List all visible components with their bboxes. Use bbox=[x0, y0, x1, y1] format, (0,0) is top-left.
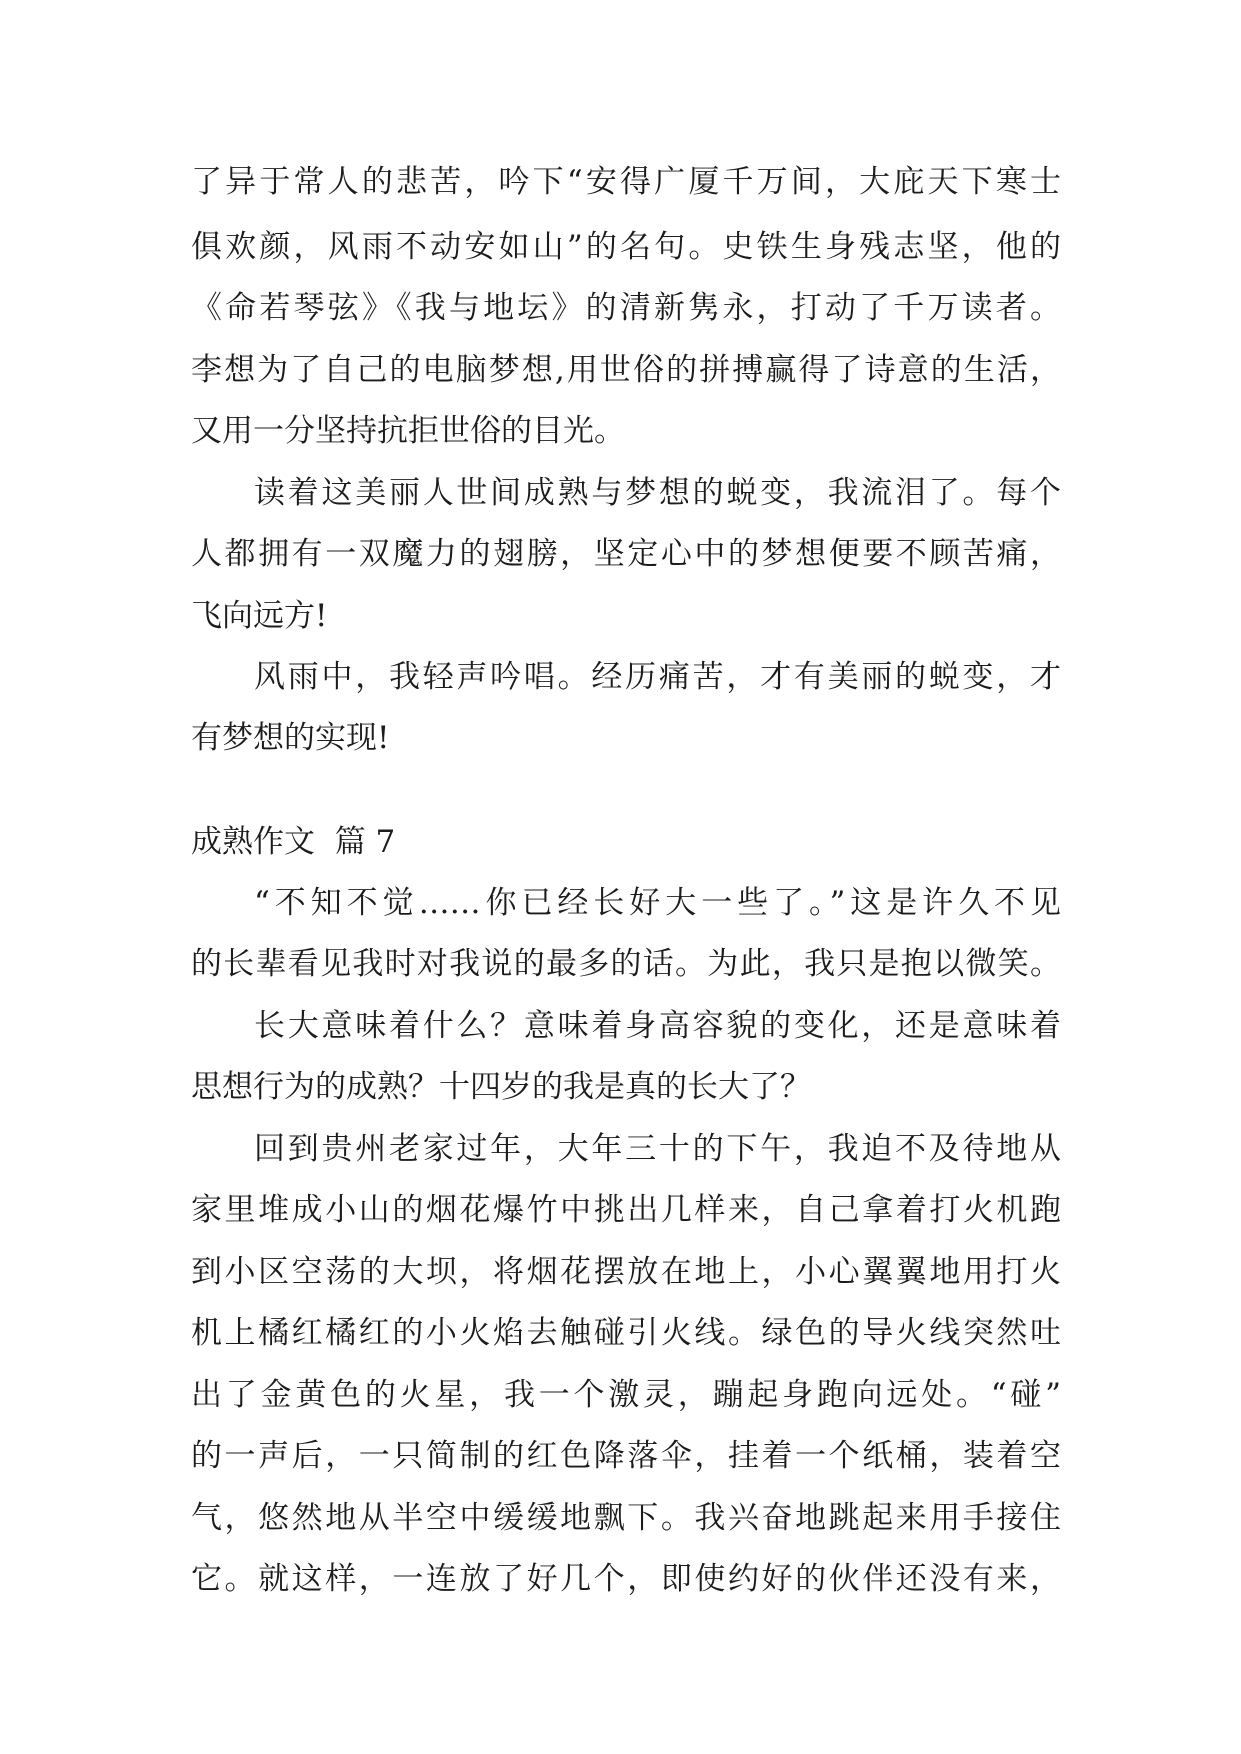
paragraph-line: 有梦想的实现! bbox=[191, 720, 390, 756]
paragraph-line: 的长辈看见我时对我说的最多的话。为此，我只是抱以微笑。 bbox=[191, 946, 1061, 982]
paragraph-line: 人都拥有一双魔力的翅膀，坚定心中的梦想便要不顾苦痛， bbox=[191, 536, 1061, 572]
paragraph-line: 了异于常人的悲苦，吟下“安得广厦千万间，大庇天下寒士 bbox=[191, 164, 1061, 200]
paragraph-line: 读着这美丽人世间成熟与梦想的蜕变，我流泪了。每个 bbox=[254, 475, 1061, 511]
paragraph-line: 出了金黄色的火星，我一个激灵，蹦起身跑向远处。“碰” bbox=[191, 1377, 1061, 1413]
paragraph-line: 机上橘红橘红的小火焰去触碰引火线。绿色的导火线突然吐 bbox=[191, 1315, 1061, 1351]
section-heading: 成熟作文 篇 7 bbox=[191, 824, 396, 860]
paragraph-line: 风雨中，我轻声吟唱。经历痛苦，才有美丽的蜕变，才 bbox=[254, 659, 1061, 695]
paragraph-line: 到小区空荡的大坝，将烟花摆放在地上，小心翼翼地用打火 bbox=[191, 1254, 1061, 1290]
paragraph-line: 它。就这样，一连放了好几个，即使约好的伙伴还没有来， bbox=[191, 1561, 1061, 1597]
paragraph-line: “不知不觉……你已经长好大一些了。”这是许久不见 bbox=[254, 885, 1061, 921]
paragraph-line: 长大意味着什么？意味着身高容貌的变化，还是意味着 bbox=[254, 1008, 1061, 1044]
paragraph-line: 飞向远方! bbox=[191, 598, 328, 634]
paragraph-line: 回到贵州老家过年，大年三十的下午，我迫不及待地从 bbox=[254, 1131, 1061, 1167]
paragraph-line: 李想为了自己的电脑梦想,用世俗的拼搏赢得了诗意的生活， bbox=[191, 352, 1061, 388]
paragraph-line: 气，悠然地从半空中缓缓地飘下。我兴奋地跳起来用手接住 bbox=[191, 1500, 1061, 1536]
paragraph-line: 思想行为的成熟？十四岁的我是真的长大了？ bbox=[191, 1069, 811, 1105]
paragraph-line: 又用一分坚持抗拒世俗的目光。 bbox=[191, 413, 625, 449]
paragraph-line: 家里堆成小山的烟花爆竹中挑出几样来，自己拿着打火机跑 bbox=[191, 1192, 1061, 1228]
paragraph-line: 俱欢颜，风雨不动安如山”的名句。史铁生身残志坚，他的 bbox=[191, 229, 1061, 265]
paragraph-line: 《命若琴弦》《我与地坛》的清新隽永，打动了千万读者。 bbox=[191, 290, 1061, 326]
paragraph-line: 的一声后，一只简制的红色降落伞，挂着一个纸桶，装着空 bbox=[191, 1438, 1061, 1474]
